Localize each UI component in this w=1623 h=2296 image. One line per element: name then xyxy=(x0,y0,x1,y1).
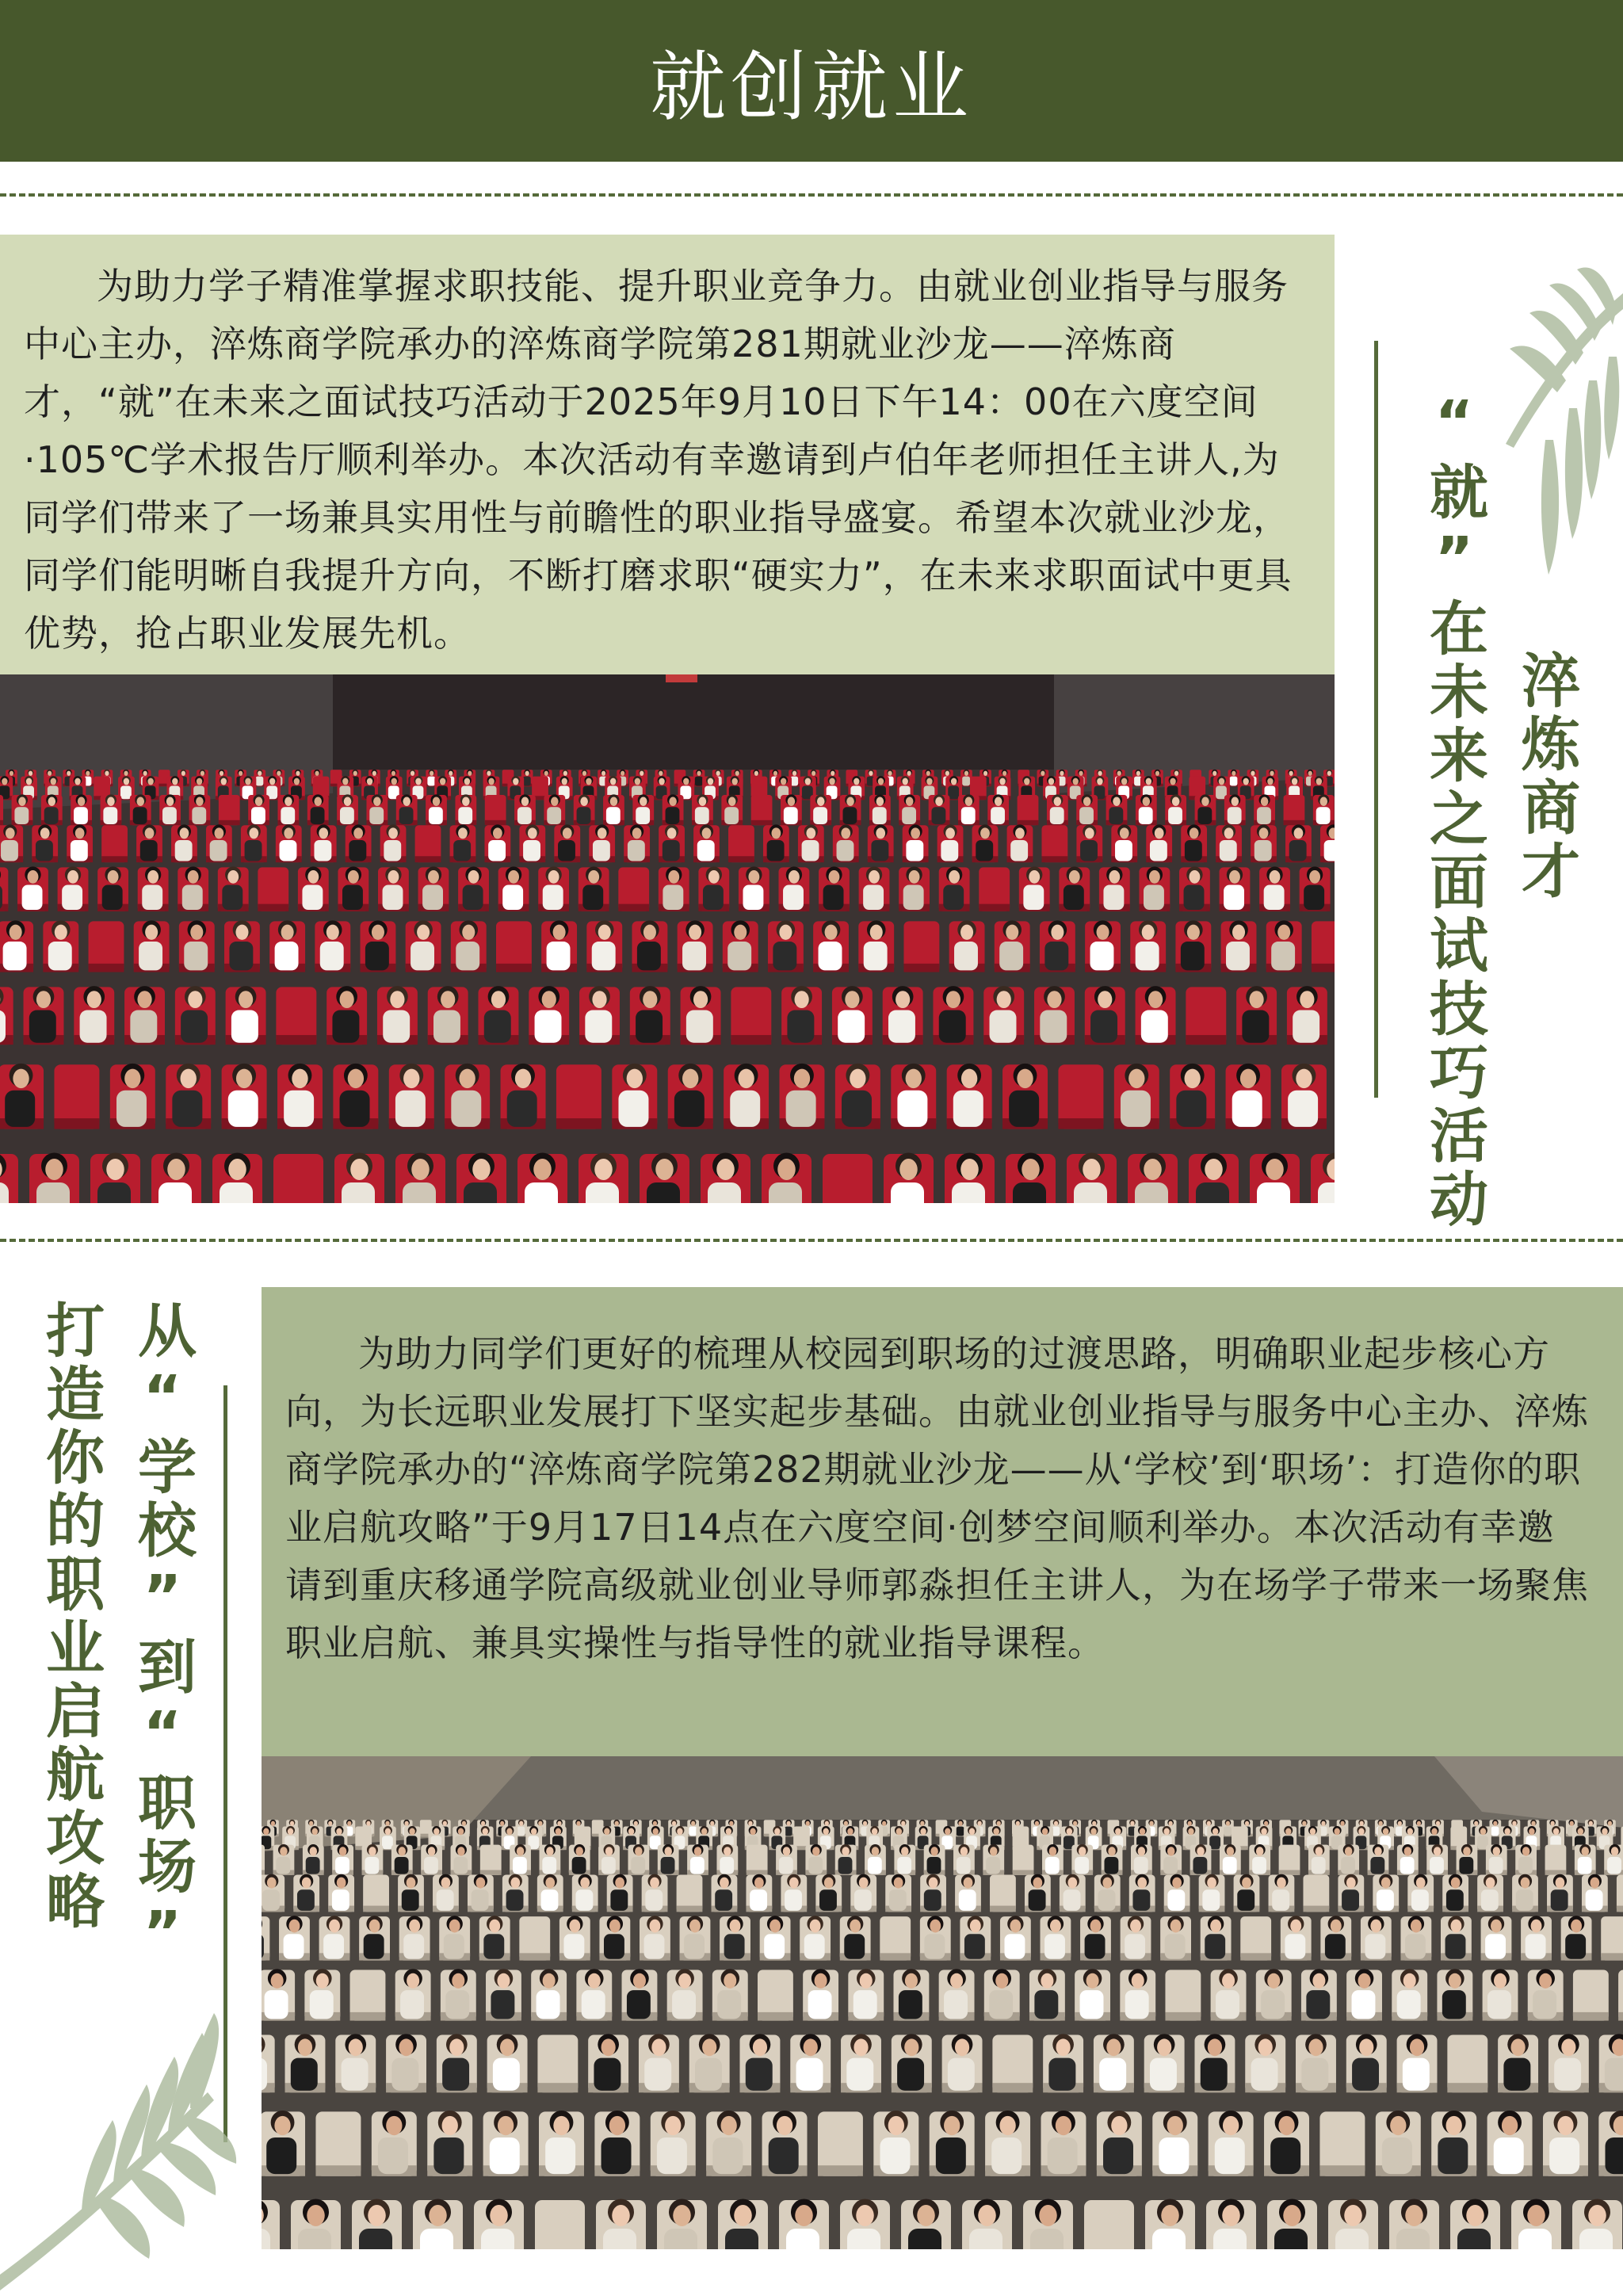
dashed-divider-middle xyxy=(0,1239,1623,1242)
section2-photo xyxy=(262,1756,1623,2249)
section2-photo-image xyxy=(262,1756,1623,2249)
section1-title-main: “就”在未来之面试技巧活动 xyxy=(1420,388,1488,1232)
section1-paragraph: 为助力学子精准掌握求职技能、提升职业竞争力。由就业创业指导与服务中心主办，淬炼商学院承办的淬炼商学院第281期就业沙龙——淬炼商才，“就”在未来之面试技巧活动于2025年9月10日下午14：00在六度空间·105℃学术报告厅顺利举办。本次活动有幸邀请到卢伯年老师担任主讲人,为同学们带来了一场兼具实用性与前瞻性的职业指导盛宴。希望本次就业沙龙，同学们能明晰自我提升方向，不断打磨求职“硬实力”，在未来求职面试中更具优势，抢占职业发展先机。 xyxy=(24,265,1293,655)
section1-text-panel xyxy=(0,235,1335,674)
section2-title-a: 打造你的职业启航攻略 xyxy=(36,1300,105,1934)
page-header xyxy=(0,0,1623,162)
section1-photo-image xyxy=(0,674,1335,1203)
section2-title-b: 从“学校”到“职场” xyxy=(128,1300,197,1972)
section1-title-sub: 淬炼商才 xyxy=(1512,650,1580,904)
page-title: 就创就业 xyxy=(650,42,973,132)
section2-text-panel xyxy=(262,1287,1623,1756)
leaf-decoration-top-right-icon xyxy=(1490,262,1623,594)
dashed-divider-top xyxy=(0,193,1623,197)
section1-photo xyxy=(0,674,1335,1203)
section2-paragraph: 为助力同学们更好的梳理从校园到职场的过渡思路，明确职业起步核心方向，为长远职业发展打下坚实起步基础。由就业创业指导与服务中心主办、淬炼商学院承办的“淬炼商学院第282期就业沙龙——从‘学校’到‘职场’：打造你的职业启航攻略”于9月17日14点在六度空间·创梦空间顺利举办。本次活动有幸邀请到重庆移通学院高级就业创业导师郭淼担任主讲人，为在场学子带来一场聚焦职业启航、兼具实操性与指导性的就业指导课程。 xyxy=(285,1332,1589,1664)
leaf-decoration-bottom-left-icon xyxy=(0,2005,238,2296)
section1-title-rule xyxy=(1374,341,1378,1098)
